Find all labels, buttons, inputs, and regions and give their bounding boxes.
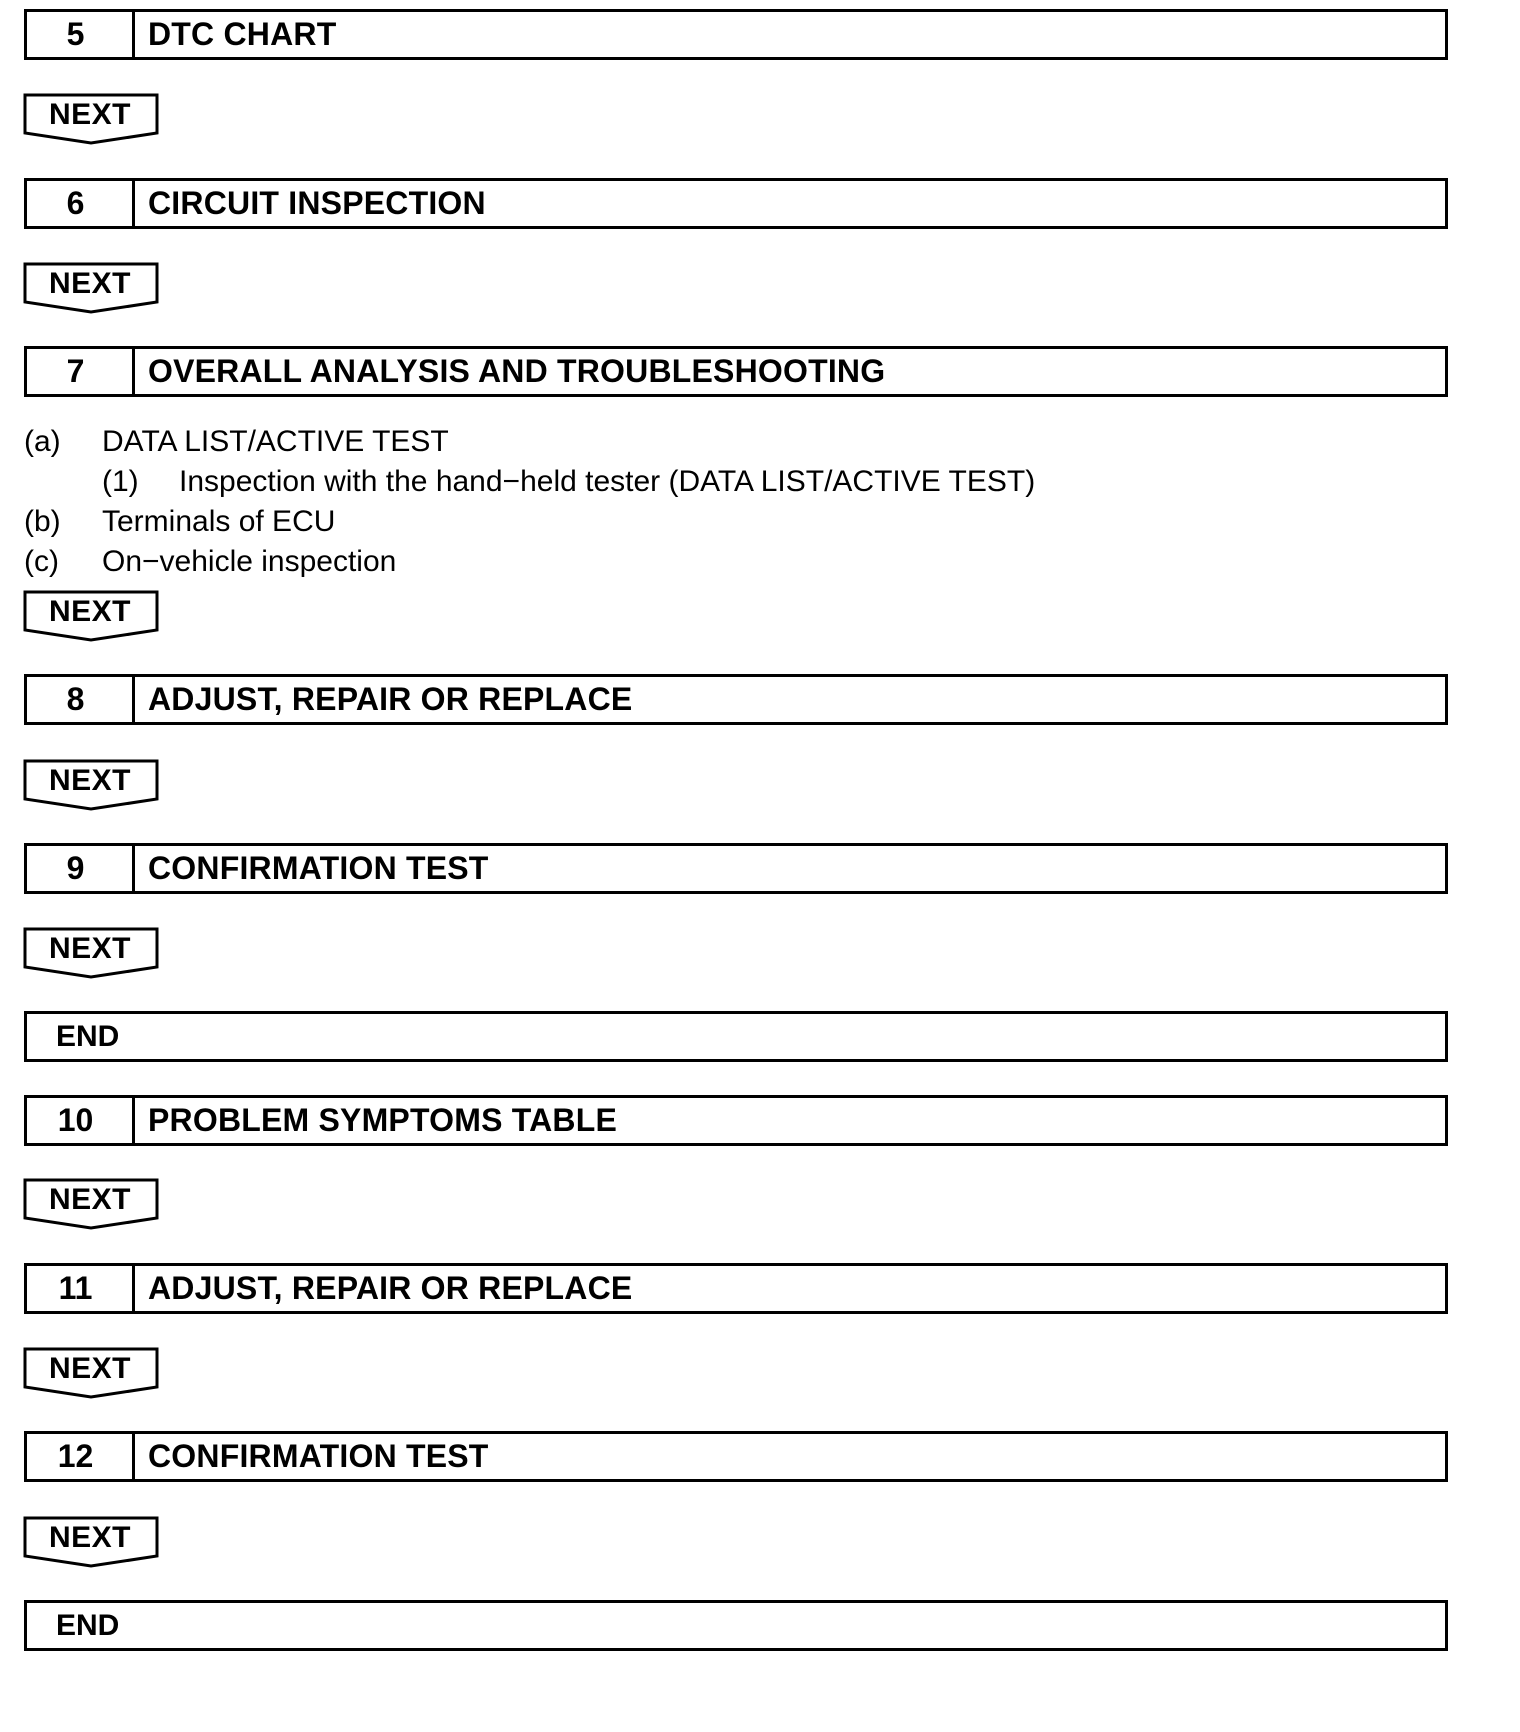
step-12-box (24, 1431, 1448, 1482)
item-text: DATA LIST/ACTIVE TEST (102, 425, 449, 458)
item-text: On−vehicle inspection (102, 545, 397, 578)
step-number: 6 (27, 181, 135, 226)
next-label: NEXT (48, 595, 131, 628)
item-text: Inspection with the hand−held tester (DATA LIST/ACTIVE TEST) (179, 465, 1036, 498)
step-title: PROBLEM SYMPTOMS TABLE (148, 1102, 618, 1138)
item-text: Terminals of ECU (102, 505, 336, 538)
next-label: NEXT (48, 764, 131, 797)
step-8-box (24, 674, 1448, 725)
next-label: NEXT (48, 267, 131, 300)
step-7-box (24, 346, 1448, 397)
item-marker: (1) (102, 465, 139, 498)
step-title: ADJUST, REPAIR OR REPLACE (148, 1270, 633, 1306)
step-number: 10 (27, 1098, 135, 1143)
step-title: CIRCUIT INSPECTION (148, 185, 486, 221)
next-label: NEXT (48, 1521, 131, 1554)
item-marker: (b) (24, 505, 61, 538)
step-number: 12 (27, 1434, 135, 1479)
item-marker: (c) (24, 545, 59, 578)
step-6-box (24, 178, 1448, 229)
step-title: CONFIRMATION TEST (148, 1438, 489, 1474)
step-5-box (24, 9, 1448, 60)
end-box: END (24, 1600, 1448, 1651)
next-arrow (23, 1516, 161, 1568)
next-arrow (23, 927, 161, 979)
next-label: NEXT (48, 98, 131, 131)
step-11-box (24, 1263, 1448, 1314)
step-number: 11 (27, 1266, 135, 1311)
step-number: 7 (27, 349, 135, 394)
next-arrow (23, 759, 161, 811)
step-title: CONFIRMATION TEST (148, 850, 489, 886)
next-label: NEXT (48, 1352, 131, 1385)
end-box: END (24, 1011, 1448, 1062)
item-marker: (a) (24, 425, 61, 458)
step-10-box (24, 1095, 1448, 1146)
step-title: ADJUST, REPAIR OR REPLACE (148, 681, 633, 717)
next-arrow (23, 590, 161, 642)
step-number: 9 (27, 846, 135, 891)
next-arrow (23, 93, 161, 145)
step-title: DTC CHART (148, 16, 337, 52)
step-9-box (24, 843, 1448, 894)
next-arrow (23, 262, 161, 314)
step-title: OVERALL ANALYSIS AND TROUBLESHOOTING (148, 353, 886, 389)
step-number: 5 (27, 12, 135, 57)
step-number: 8 (27, 677, 135, 722)
next-label: NEXT (48, 932, 131, 965)
next-arrow (23, 1178, 161, 1230)
next-arrow (23, 1347, 161, 1399)
next-label: NEXT (48, 1183, 131, 1216)
